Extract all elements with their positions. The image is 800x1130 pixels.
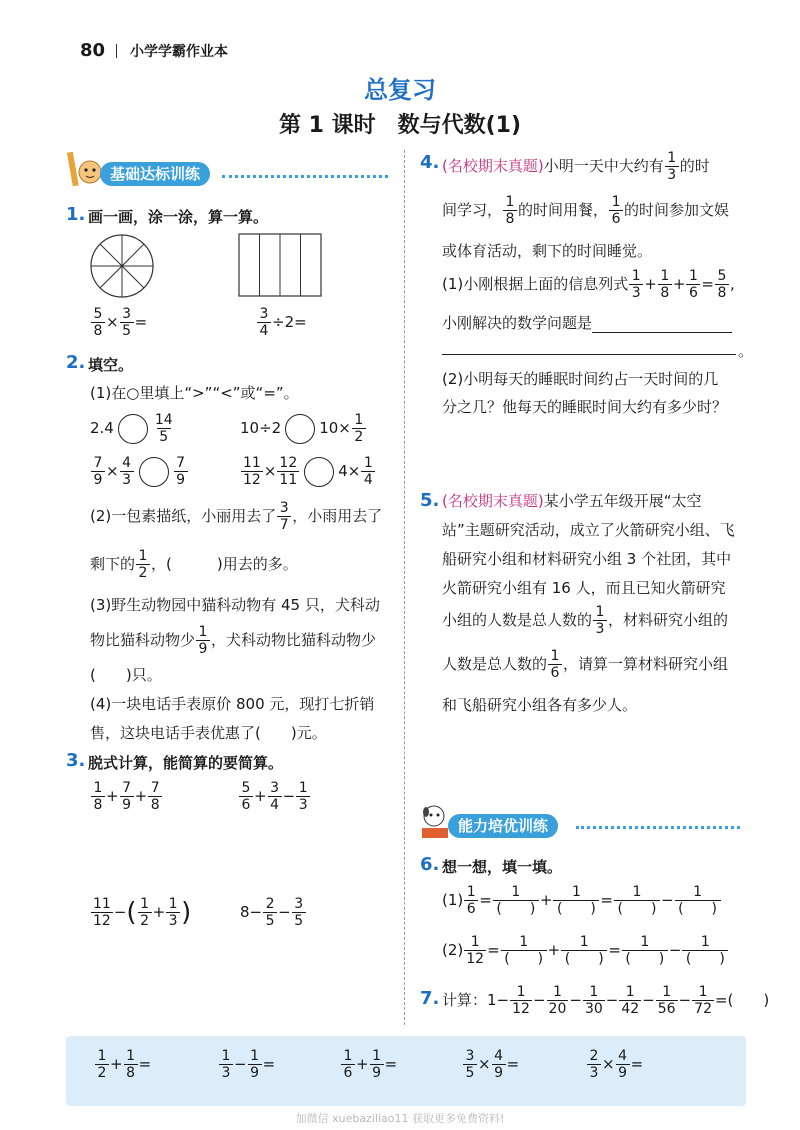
q1-title: 画一画，涂一涂，算一算。: [88, 208, 269, 226]
compare-circle[interactable]: [304, 457, 334, 487]
q2-part3-line2: 物比猫科动物少 $\frac{1}{9}$ ，犬科动物比猫科动物少: [90, 624, 377, 657]
dotted-rule: [222, 175, 388, 178]
q7-expression: 计算：1− $\frac{1}{12}$ − $\frac{1}{20}$ − $\frac{1}{30}$ − $\frac{1}{42}$ − $\frac{1}{56}$ − $\frac{1}{72}$ =( ): [442, 984, 770, 1017]
q3-title: 脱式计算，能简算的要简算。: [88, 754, 284, 772]
q3-number: 3.: [66, 750, 86, 771]
oral-practice-box: [66, 1036, 746, 1106]
q5-line2: 站”主题研究活动，成立了火箭研究小组、飞: [442, 521, 735, 539]
compare-circle[interactable]: [139, 457, 169, 487]
q2-compare-2: 10÷2 10× $\frac{1}{2}$: [240, 412, 367, 445]
column-divider: [404, 150, 405, 1025]
compare-circle[interactable]: [118, 414, 148, 444]
answer-line[interactable]: [442, 354, 736, 355]
q3-expression-4: 8− $\frac{2}{5}$ − $\frac{3}{5}$: [240, 896, 307, 929]
oral-item-4: $\frac{3}{5}$ × $\frac{4}{9}$ =: [462, 1048, 519, 1081]
q1-number: 1.: [66, 204, 86, 225]
q4-line3: 或体育活动，剩下的时间睡觉。: [442, 242, 653, 260]
q5-line6: 人数是总人数的 $\frac{1}{6}$ ，请算一算材料研究小组: [442, 648, 729, 681]
review-title: 总复习: [364, 76, 436, 104]
q4-line2: 间学习， $\frac{1}{8}$ 的时间用餐， $\frac{1}{6}$ 的时间参加文娱: [442, 194, 730, 227]
q2-part3-line1: (3)野生动物园中猫科动物有 45 只，犬科动: [90, 596, 380, 614]
q1-expression-a: $\frac{5}{8}$ × $\frac{3}{5}$ =: [90, 306, 147, 339]
q4-line4: (1)小刚根据上面的信息列式 $\frac{1}{3}$ + $\frac{1}{8}$ + $\frac{1}{6}$ = $\frac{5}{8}$ ,: [442, 268, 735, 301]
q2-compare-3: $\frac{7}{9}$ × $\frac{4}{3}$ $\frac{7}{9}$: [90, 455, 189, 488]
q3-expression-3: $\frac{11}{12}$ −( $\frac{1}{2}$ + $\frac{1}{3}$ ): [93, 896, 192, 929]
period-mark: 。: [738, 342, 754, 360]
q5-line4: 火箭研究小组有 16 人，而且已知火箭研究: [442, 579, 726, 597]
q3-expression-1: $\frac{1}{8}$ + $\frac{7}{9}$ + $\frac{7}{8}$: [90, 780, 163, 813]
q2-part4-line1: (4)一块电话手表原价 800 元，现打七折销: [90, 695, 375, 713]
book-title: 小学学霸作业本: [130, 44, 228, 60]
q2-title: 填空。: [88, 356, 134, 374]
q7-number: 7.: [420, 988, 440, 1009]
q5-line7: 和飞船研究小组各有多少人。: [442, 696, 638, 714]
oral-item-2: $\frac{1}{3}$ − $\frac{1}{9}$ =: [218, 1048, 275, 1081]
q4-line1: (名校期末真题)小明一天中大约有 $\frac{1}{3}$ 的时: [442, 150, 710, 183]
q5-line5: 小组的人数是总人数的 $\frac{1}{3}$ ，材料研究小组的: [442, 604, 729, 637]
q2-part2-line2: 剩下的 $\frac{1}{2}$ ，( )用去的多。: [90, 548, 298, 581]
section-badge-basic: 基础达标训练: [100, 162, 210, 186]
oral-item-3: $\frac{1}{6}$ + $\frac{1}{9}$ =: [340, 1048, 397, 1081]
lesson-title: 第 1 课时 数与代数(1): [278, 113, 522, 138]
q4-line7: 分之几？他每天的睡眠时间大约有多少时？: [442, 398, 728, 416]
header-divider: [116, 44, 117, 58]
q2-part1: (1)在○里填上“>”“<”或“=”。: [90, 384, 299, 402]
watermark: 加微信 xuebaziliao11 获取更多免费资料!: [295, 1112, 505, 1125]
q5-line3: 船研究小组和材料研究小组 3 个社团，其中: [442, 550, 732, 568]
q6-title: 想一想，填一填。: [442, 858, 563, 876]
rectangle-quarters-figure[interactable]: [238, 233, 322, 301]
answer-line[interactable]: [592, 316, 732, 333]
q5-number: 5.: [420, 490, 440, 511]
q3-expression-2: $\frac{5}{6}$ + $\frac{3}{4}$ − $\frac{1}{3}$: [238, 780, 311, 813]
q2-number: 2.: [66, 352, 86, 373]
q6-number: 6.: [420, 854, 440, 875]
q2-part3-line3: ( )只。: [90, 666, 162, 684]
oral-item-5: $\frac{2}{3}$ × $\frac{4}{9}$ =: [586, 1048, 643, 1081]
q1-expression-b: $\frac{3}{4}$ ÷2=: [256, 306, 307, 339]
section-badge-advanced: 能力培优训练: [448, 814, 558, 838]
q6-row-2: (2) $\frac{1}{12}$ = $\frac{1}{( )}$ + $\frac{1}{( )}$ = $\frac{1}{( )}$ − $\frac{1}{( )}$: [442, 934, 729, 967]
circle-eighths-figure[interactable]: [89, 233, 155, 303]
q5-line1: (名校期末真题)某小学五年级开展“太空: [442, 492, 702, 510]
q6-row-1: (1) $\frac{1}{6}$ = $\frac{1}{( )}$ + $\frac{1}{( )}$ = $\frac{1}{( )}$ − $\frac{1}{( )}$: [442, 884, 722, 917]
q4-number: 4.: [420, 152, 440, 173]
dotted-rule: [576, 826, 740, 829]
page-number: 80: [80, 40, 106, 61]
q2-compare-1: 2.4 $\frac{14}{5}$: [90, 412, 173, 445]
q4-line6: (2)小明每天的睡眠时间约占一天时间的几: [442, 370, 719, 388]
compare-circle[interactable]: [285, 414, 315, 444]
oral-item-1: $\frac{1}{2}$ + $\frac{1}{8}$ =: [94, 1048, 151, 1081]
q2-part4-line2: 售，这块电话手表优惠了( )元。: [90, 724, 327, 742]
q2-part2-line1: (2)一包素描纸，小丽用去了 $\frac{3}{7}$ ，小雨用去了: [90, 500, 383, 533]
q2-compare-4: $\frac{11}{12}$ × $\frac{12}{11}$ 4× $\frac{1}{4}$: [240, 455, 376, 488]
q4-line5: 小刚解决的数学问题是: [442, 312, 732, 333]
